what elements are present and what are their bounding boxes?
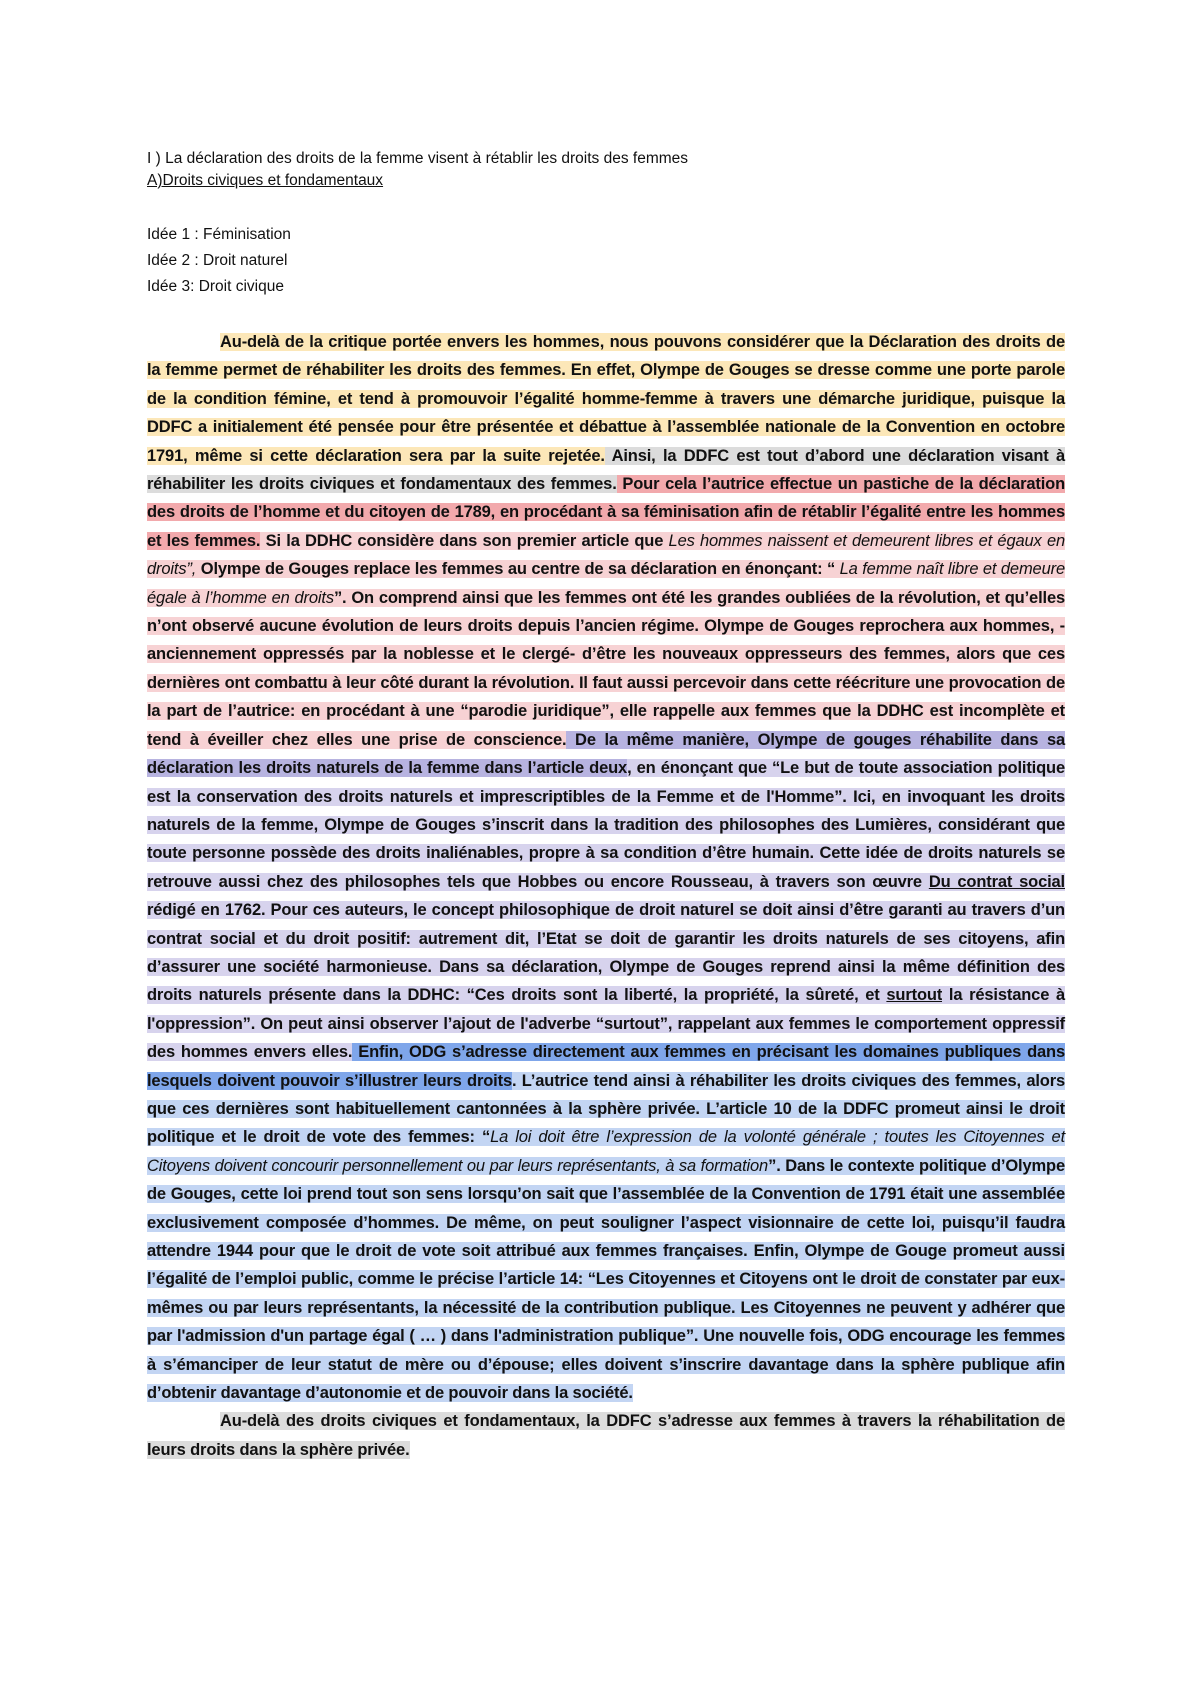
paragraph-2 (147, 1407, 1065, 1464)
highlight-natural-rights: De la même manière, Olympe de gouges réhabilite dans sa déclaration les droits naturels de la femme dans l’article deux (147, 730, 1065, 778)
highlight-feminisation-detail-a: Si la DDHC considère dans son premier article que (260, 531, 669, 550)
highlight-thesis: Ainsi, la DDFC est tout d’abord une déclaration visant à réhabiliter les droits civiques et fondamentaux des femmes. (147, 446, 1065, 494)
highlight-transition: Au-delà des droits civiques et fondamentaux, la DDFC s’adresse aux femmes à travers la réhabilitation de leurs droits dans la sphère privée. (147, 1412, 1065, 1459)
highlight-natural-rights-detail-c: la résistance à l'oppression”. On peut ainsi observer l’ajout de l'adverbe “surtout”, rappelant aux femmes le comportement oppressif des hommes envers elles. (147, 986, 1065, 1062)
highlight-civic-rights-detail-b: ”. Dans le contexte politique d’Olympe de Gouges, cette loi prend tout son sens lorsqu’on sait que l’assemblée de la Convention de 1791 était une assemblée exclusivement composée d’hommes. De même, on peut souligner l’aspect visionnaire de cette loi, puisqu’il faudra attendre 1944 pour que le droit de vote soit attribué aux femmes françaises. Enfin, Olympe de Gouge promeut aussi l’égalité de l’emploi public, comme le précise l’article 14: “Les Citoyennes et Citoyens ont le droit de constater par eux-mêmes ou par leurs représentants, la nécessité de la contribution publique. Les Citoyennes ne peuvent y adhérer que par l'admission d'un partage égal ( … ) dans l'administration publique”. Une nouvelle fois, ODG encourage les femmes à s’émanciper de leur statut de mère ou d’épouse; elles doivent s’inscrire davantage dans la sphère publique afin d’obtenir davantage d’autonomie et de pouvoir dans la société. (147, 1156, 1065, 1403)
highlight-feminisation: Pour cela l’autrice effectue un pastiche de la déclaration des droits de l’homme et du citoyen de 1789, en procédant à sa féminisation afin de rétablir l’égalité entre les hommes et les femmes. (147, 475, 1066, 550)
quote-ddfc-article-10: La loi doit être l’expression de la volonté générale ; toutes les Citoyennes et Citoyens doivent concourir personnellement ou par leurs représentants, à sa formation (147, 1128, 1065, 1175)
book-title-contrat-social: Du contrat social (928, 872, 1065, 891)
paragraph-1 (147, 328, 1065, 1407)
ideas-list (147, 222, 291, 300)
idea-item-1: Idée 1 : Féminisation (147, 226, 291, 243)
highlight-natural-rights-detail-a: , en énonçant que “Le but de toute association politique est la conservation des droits naturels et imprescriptibles de la Femme et de l'Homme”. Ici, en invoquant les droits naturels de la femme, Olympe de Gouges s’inscrit dans la tradition des philosophes des Lumières, considérant que toute personne possède des droits inaliénables, propre à sa condition d’être humain. Cette idée de droits naturels se retrouve aussi chez des philosophes tels que Hobbes ou encore Rousseau, à travers son œuvre (147, 759, 1065, 891)
idea-item-2: Idée 2 : Droit naturel (147, 252, 288, 269)
quote-ddfc-article-1: La femme naît libre et demeure égale à l’homme en droits (147, 560, 1065, 607)
highlight-natural-rights-detail-b: rédigé en 1762. Pour ces auteurs, le concept philosophique de droit naturel se doit ainsi d’être garanti au travers d’un contrat social et du droit positif: autrement dit, l’Etat se doit de garantir les droits naturels de ses citoyens, afin d’assurer une société harmonieuse. Dans sa déclaration, Olympe de Gouges reprend ainsi la même définition des droits naturels présente dans la DDHC: “Ces droits sont la liberté, la propriété, la sûreté, et (147, 901, 1065, 1005)
subsection-heading: A)Droits civiques et fondamentaux (147, 172, 384, 189)
section-heading: I ) La déclaration des droits de la femme visent à rétablir les droits des femmes (147, 150, 689, 167)
highlight-civic-rights-detail-a: . L’autrice tend ainsi à réhabiliter les droits civiques des femmes, alors que ces dernières sont habituellement cantonnées à la sphère privée. L’article 10 de la DDFC promeut ainsi le droit politique et le droit de vote des femmes: “ (147, 1071, 1066, 1147)
highlight-civic-rights: Enfin, ODG s’adresse directement aux femmes en précisant les domaines publiques dans lesquels doivent pouvoir s’illustrer leurs droits (147, 1043, 1065, 1090)
document-body (147, 328, 1065, 1464)
word-surtout: surtout (886, 986, 943, 1005)
idea-item-3: Idée 3: Droit civique (147, 278, 284, 295)
quote-ddhc-article-1: Les hommes naissent et demeurent libres et égaux en droits”, (147, 531, 1065, 579)
highlight-feminisation-detail-c: ”. On comprend ainsi que les femmes ont été les grandes oubliées de la révolution, et qu’elles n’ont observé aucune évolution de leurs droits depuis l’ancien régime. Olympe de Gouges reprochera aux hommes, -anciennement oppressés par la noblesse et le clergé- d’être les nouveaux oppresseurs des femmes, alors que ces dernières ont combattu à leur côté durant la révolution. Il faut aussi percevoir dans cette réécriture une provocation de la part de l’autrice: en procédant à une “parodie juridique”, elle rappelle aux femmes que la DDHC est incomplète et tend à éveiller chez elles une prise de conscience. (147, 588, 1065, 749)
highlight-feminisation-detail-b: Olympe de Gouges replace les femmes au centre de sa déclaration en énonçant: “ (196, 560, 840, 579)
highlight-intro: Au-delà de la critique portée envers les hommes, nous pouvons considérer que la Déclaration des droits de la femme permet de réhabiliter les droits des femmes. En effet, Olympe de Gouges se dresse comme une porte parole de la condition fémine, et tend à promouvoir l’égalité homme-femme à travers une démarche juridique, puisque la DDFC a initialement été pensée pour être présentée et débattue à l’assemblée nationale de la Convention en octobre 1791, même si cette déclaration sera par la suite rejetée. (147, 333, 1065, 465)
